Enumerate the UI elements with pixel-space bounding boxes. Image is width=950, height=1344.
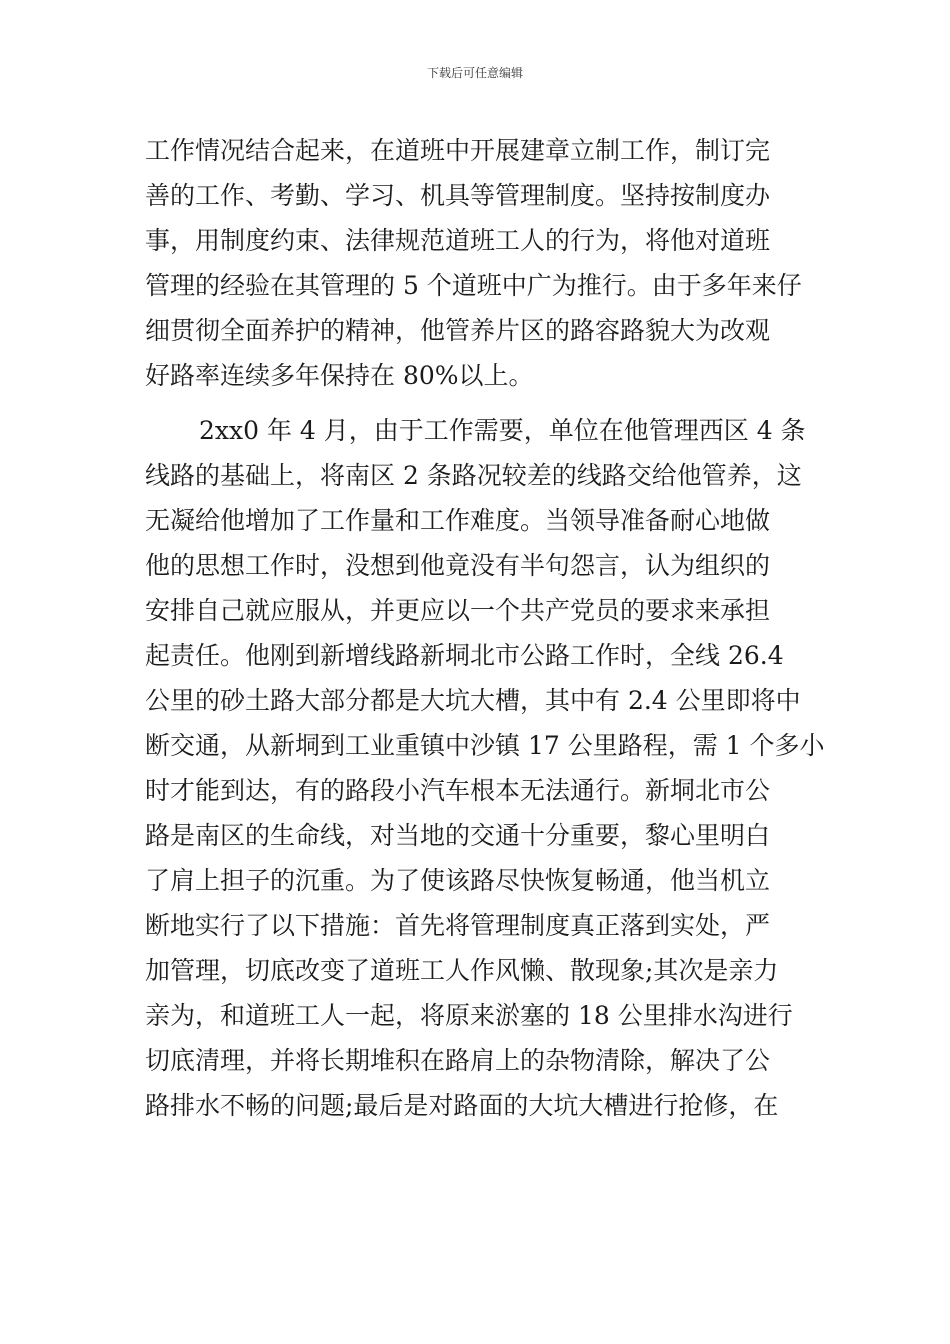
text-line: 管理的经验在其管理的 5 个道班中广为推行。由于多年来仔 (145, 271, 802, 300)
text-line: 事，用制度约束、法律规范道班工人的行为，将他对道班 (145, 226, 771, 255)
text-line: 断地实行了以下措施：首先将管理制度真正落到实处，严 (145, 911, 771, 940)
text-line: 2xx0 年 4 月，由于工作需要，单位在他管理西区 4 条 (199, 416, 806, 445)
text-line: 善的工作、考勤、学习、机具等管理制度。坚持按制度办 (145, 181, 771, 210)
text-line: 无凝给他增加了工作量和工作难度。当领导准备耐心地做 (145, 506, 771, 535)
text-line: 路是南区的生命线，对当地的交通十分重要，黎心里明白 (145, 821, 771, 850)
text-line: 亲为，和道班工人一起，将原来淤塞的 18 公里排水沟进行 (145, 1001, 793, 1030)
text-line: 了肩上担子的沉重。为了使该路尽快恢复畅通，他当机立 (145, 866, 771, 895)
text-line: 细贯彻全面养护的精神，他管养片区的路容路貌大为改观 (145, 316, 771, 345)
text-line: 时才能到达，有的路段小汽车根本无法通行。新垌北市公 (145, 776, 771, 805)
text-line: 他的思想工作时，没想到他竟没有半句怨言，认为组织的 (145, 551, 771, 580)
paragraph-gap (145, 398, 815, 408)
text-line: 路排水不畅的问题;最后是对路面的大坑大槽进行抢修，在 (145, 1091, 779, 1120)
paragraph (145, 128, 815, 398)
text-line: 断交通，从新垌到工业重镇中沙镇 17 公里路程，需 1 个多小 (145, 731, 825, 760)
text-line: 工作情况结合起来，在道班中开展建章立制工作，制订完 (145, 136, 771, 165)
text-line: 切底清理，并将长期堆积在路肩上的杂物清除，解决了公 (145, 1046, 771, 1075)
page-header: 下载后可任意编辑 (426, 66, 523, 80)
document-body (145, 128, 825, 1128)
text-line: 起责任。他刚到新增线路新垌北市公路工作时，全线 26.4 (145, 641, 784, 670)
text-line: 好路率连续多年保持在 80%以上。 (145, 361, 534, 390)
paragraph (145, 408, 825, 1128)
text-line: 加管理，切底改变了道班工人作风懒、散现象;其次是亲力 (145, 956, 779, 985)
text-line: 公里的砂土路大部分都是大坑大槽，其中有 2.4 公里即将中 (145, 686, 801, 715)
text-line: 线路的基础上，将南区 2 条路况较差的线路交给他管养，这 (145, 461, 802, 490)
text-line: 安排自己就应服从，并更应以一个共产党员的要求来承担 (145, 596, 771, 625)
